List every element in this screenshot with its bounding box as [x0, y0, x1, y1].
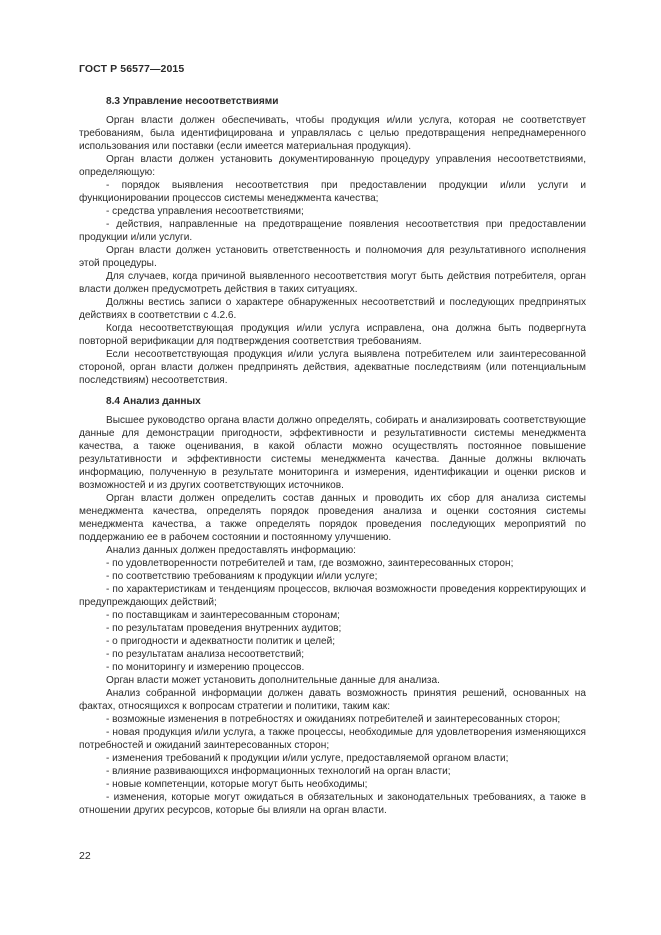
list-item: - по результатам анализа несоответствий; [106, 649, 305, 660]
section-body-8-3 [79, 114, 586, 387]
paragraph: Если несоответствующая продукция и/или услуга выявлена потребителем или заинтересованной стороной, орган власти должен предпринять действия, адекватные последствиям (или потенциальным последствиям) несоответствия. [79, 349, 586, 386]
list-item: - по характеристикам и тенденциям процессов, включая возможности проведения корректирующих и предупреждающих действий; [79, 584, 586, 608]
paragraph: Анализ собранной информации должен давать возможность принятия решений, основанных на фактах, относящихся к вопросам стратегии и политики, таким как: [79, 688, 586, 712]
list-item: - порядок выявления несоответствия при предоставлении продукции и/или услуги и функционировании процессов системы менеджмента качества; [79, 180, 586, 204]
list-item: - средства управления несоответствиями; [106, 206, 304, 217]
list-item: - возможные изменения в потребностях и ожиданиях потребителей и заинтересованных сторон; [106, 714, 561, 725]
paragraph: Высшее руководство органа власти должно определять, собирать и анализировать соответствующие данные для демонстрации пригодности, эффективности и результативности системы менеджмента качества, а также оценивания, в какой области можно осуществлять постоянное повышение результативности и эффективности системы менеджмента качества. Данные должны включать информацию, полученную в результате мониторинга и измерения, идентификации и оценки рисков и возможностей и из других соответствующих источников. [79, 415, 586, 491]
paragraph: Анализ данных должен предоставлять информацию: [106, 545, 356, 556]
list-item: - о пригодности и адекватности политик и целей; [106, 636, 336, 647]
page-content [79, 95, 586, 817]
list-item: - новая продукция и/или услуга, а также процессы, необходимые для удовлетворения изменяющихся потребностей и ожиданий заинтересованных сторон; [79, 727, 586, 751]
paragraph: Орган власти должен установить документированную процедуру управления несоответствиями, определяющую: [79, 154, 586, 178]
section-title-8-4: 8.4 Анализ данных [106, 396, 201, 407]
paragraph: Для случаев, когда причиной выявленного несоответствия могут быть действия потребителя, орган власти должен предусмотреть действия в таких ситуациях. [79, 271, 586, 295]
list-item: - по результатам проведения внутренних аудитов; [106, 623, 342, 634]
list-item: - изменения, которые могут ожидаться в обязательных и законодательных требованиях, а также в отношении других ресурсов, которые бы влияли на орган власти. [79, 792, 586, 816]
section-title-8-3: 8.3 Управление несоответствиями [106, 96, 279, 107]
list-item: - изменения требований к продукции и/или услуге, предоставляемой органом власти; [106, 753, 509, 764]
paragraph: Орган власти должен определить состав данных и проводить их сбор для анализа системы менеджмента качества, определять порядок проведения анализа и оценки состояния системы менеджмента качества, а также определять порядок проведения последующих мероприятий по поддержанию ее в рабочем состоянии и постоянному улучшению. [79, 493, 586, 543]
section-body-8-4 [79, 414, 586, 817]
paragraph: Орган власти должен установить ответственность и полномочия для результативного исполнения этой процедуры. [79, 245, 586, 269]
list-item: - по мониторингу и измерению процессов. [106, 662, 305, 673]
page-number: 22 [79, 850, 91, 862]
document-code: ГОСТ Р 56577—2015 [79, 63, 185, 75]
paragraph: Должны вестись записи о характере обнаруженных несоответствий и последующих предпринятых действиях в соответствии с 4.2.6. [79, 297, 586, 321]
list-item: - по удовлетворенности потребителей и там, где возможно, заинтересованных сторон; [106, 558, 514, 569]
paragraph: Орган власти может установить дополнительные данные для анализа. [106, 675, 440, 686]
list-item: - новые компетенции, которые могут быть необходимы; [106, 779, 368, 790]
list-item: - действия, направленные на предотвращение появления несоответствия при предоставлении продукции и/или услуги. [79, 219, 586, 243]
list-item: - по поставщикам и заинтересованным сторонам; [106, 610, 340, 621]
list-item: - влияние развивающихся информационных технологий на орган власти; [106, 766, 451, 777]
paragraph: Орган власти должен обеспечивать, чтобы продукция и/или услуга, которая не соответствует требованиям, была идентифицирована и управлялась с целью предотвращения непреднамеренного использования или поставки (если имеется материальная продукция). [79, 115, 586, 152]
list-item: - по соответствию требованиям к продукции и/или услуге; [106, 571, 378, 582]
paragraph: Когда несоответствующая продукция и/или услуга исправлена, она должна быть подвергнута повторной верификации для подтверждения соответствия требованиям. [79, 323, 586, 347]
